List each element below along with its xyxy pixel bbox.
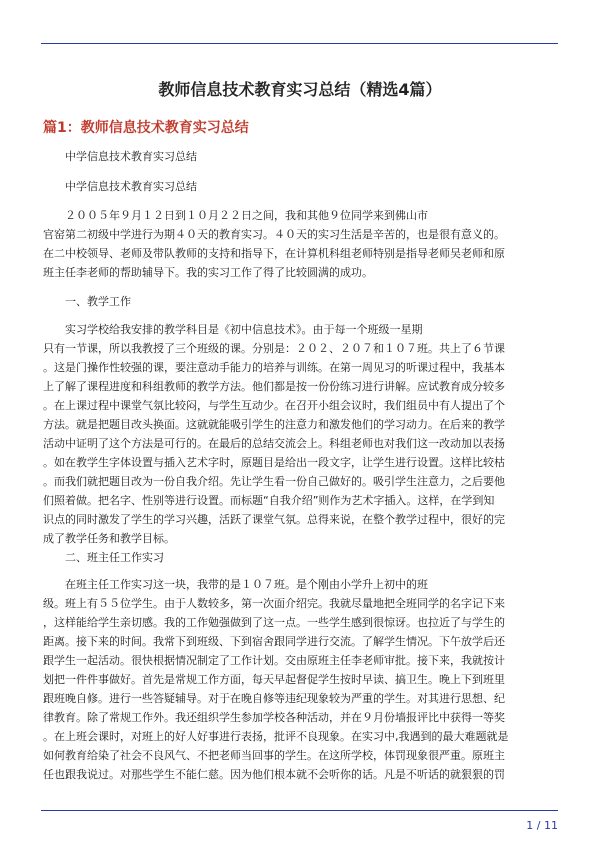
- paragraph-line: 任也跟我说过。对那些学生不能仁慈。因为他们根本就不会听你的话。凡是不听话的就狠狠的罚: [43, 768, 505, 781]
- paragraph-line: ２００５年９月１２日到１０月２２日之间，我和其他９位同学来到佛山市: [65, 209, 428, 222]
- paragraph-line: 活动中证明了这个方法是可行的。在最后的总结交流会上。科组老师也对我们这一改动加以表扬: [43, 437, 505, 450]
- paragraph-line: 如何教育给染了社会不良风气、不把老师当回事的学生。在这所学校，体罚现象很严重。原班主: [43, 749, 505, 762]
- subtitle-2: [43, 177, 579, 196]
- paragraph-line: 实习学校给我安排的教学科目是《初中信息技术》。由于每一个班级一星期: [65, 323, 423, 336]
- paragraph-line: 。这是门操作性较强的课，要注意动手能力的培养与训练。在第一周见习的听课过程中，我基本: [43, 361, 505, 374]
- paragraph-line: 跟学生一起活动。很快根据情况制定了工作计划。交由原班主任李老师审批。接下来，我就按计: [43, 654, 505, 667]
- paragraph-line: 在二中校领导、老师及带队教师的支持和指导下，在计算机科组老师特别是指导老师吴老师和原: [43, 247, 505, 260]
- paragraph-line: 。在上课过程中课堂气氛比较闷，与学生互动少。在召开小组会议时，我们组员中有人提出了个: [43, 399, 505, 412]
- paragraph-line: 律教育。除了常规工作外。我还组织学生参加学校各种活动，并在９月份墙报评比中获得一等奖: [43, 711, 505, 724]
- subheading-text: 一、教学工作: [65, 295, 131, 308]
- paragraph-line: 。而我们就把题目改为一份自我介绍。先让学生看一份自己做好的。吸引学生注意力，之后要他: [43, 475, 505, 488]
- paragraph-line: 成了教学任务和教学目标。: [43, 532, 175, 545]
- paragraph-line: 跟班晚自修。进行一些答疑辅导。对于在晚自修等违纪现象较为严重的学生。对其进行思想、纪: [43, 692, 505, 705]
- paragraph-line: 识点的同时激发了学生的学习兴趣，活跃了课堂气氛。总得来说，在整个教学过程中，很好的完: [43, 513, 505, 526]
- subtitle-1: [43, 147, 579, 166]
- paragraph-line: 只有一节课，所以我教授了三个班级的课。分别是：２０２、２０７和１０７班。共上了６节课: [43, 342, 505, 355]
- paragraph-line: 。在上班会课时，对班上的好人好事进行表扬，批评不良现象。在实习中,我遇到的最大难题就是: [43, 730, 509, 743]
- header-rule: [41, 43, 558, 44]
- homeroom-paragraph: [43, 575, 557, 784]
- teaching-paragraph: [43, 320, 557, 548]
- paragraph-line: 。如在教学生字体设置与插入艺术字时，原题目是给出一段文字，让学生进行设置。这样比较枯: [43, 456, 505, 469]
- subheading-text: 二、班主任工作实习: [65, 551, 164, 564]
- document-title: 教师信息技术教育实习总结（精选4篇）: [158, 80, 442, 99]
- section-heading: 篇1：教师信息技术教育实习总结: [43, 120, 249, 136]
- heading-teaching: [43, 292, 579, 311]
- page-indicator: 1 / 11: [526, 819, 558, 832]
- paragraph-line: 官窑第二初级中学进行为期４０天的教育实习。４０天的实习生活是辛苦的，也是很有意义的。: [43, 228, 505, 241]
- paragraph-line: 距离。接下来的时间。我常下到班级、下到宿舍跟同学进行交流。了解学生情况。下午放学后还: [43, 635, 505, 648]
- footer-rule: [41, 810, 558, 811]
- paragraph-line: 在班主任工作实习这一块，我带的是１０７班。是个刚由小学升上初中的班: [65, 578, 428, 591]
- paragraph-line: 班主任李老师的帮助辅导下。我的实习工作了得了比较圆满的成功。: [43, 266, 373, 279]
- subtitle-text: 中学信息技术教育实习总结: [65, 180, 197, 193]
- paragraph-line: 级。班上有５５位学生。由于人数较多，第一次面介绍完。我就尽量地把全班同学的名字记下来: [43, 597, 505, 610]
- subtitle-text: 中学信息技术教育实习总结: [65, 150, 197, 163]
- paragraph-line: 方法。就是把题目改头换面。这就就能吸引学生的注意力和激发他们的学习动力。在后来的教学: [43, 418, 505, 431]
- heading-homeroom: [43, 548, 579, 567]
- paragraph-line: ，这样能给学生亲切感。我的工作勉强做到了这一点。一些学生感到很惊讶。也拉近了与学生的: [43, 616, 505, 629]
- paragraph-line: 上了解了课程进度和科组教师的教学方法。他们都是按一份份练习进行讲解。应试教育成分较多: [43, 380, 505, 393]
- paragraph-line: 划把一件件事做好。首先是常规工作方面，每天早起督促学生按时早读、搞卫生。晚上下到班里: [43, 673, 505, 686]
- paragraph-line: 们照着做。把名字、性别等进行设置。而标题“自我介绍”则作为艺术字插入。这样，在学到知: [43, 494, 495, 507]
- intro-paragraph: [43, 206, 557, 282]
